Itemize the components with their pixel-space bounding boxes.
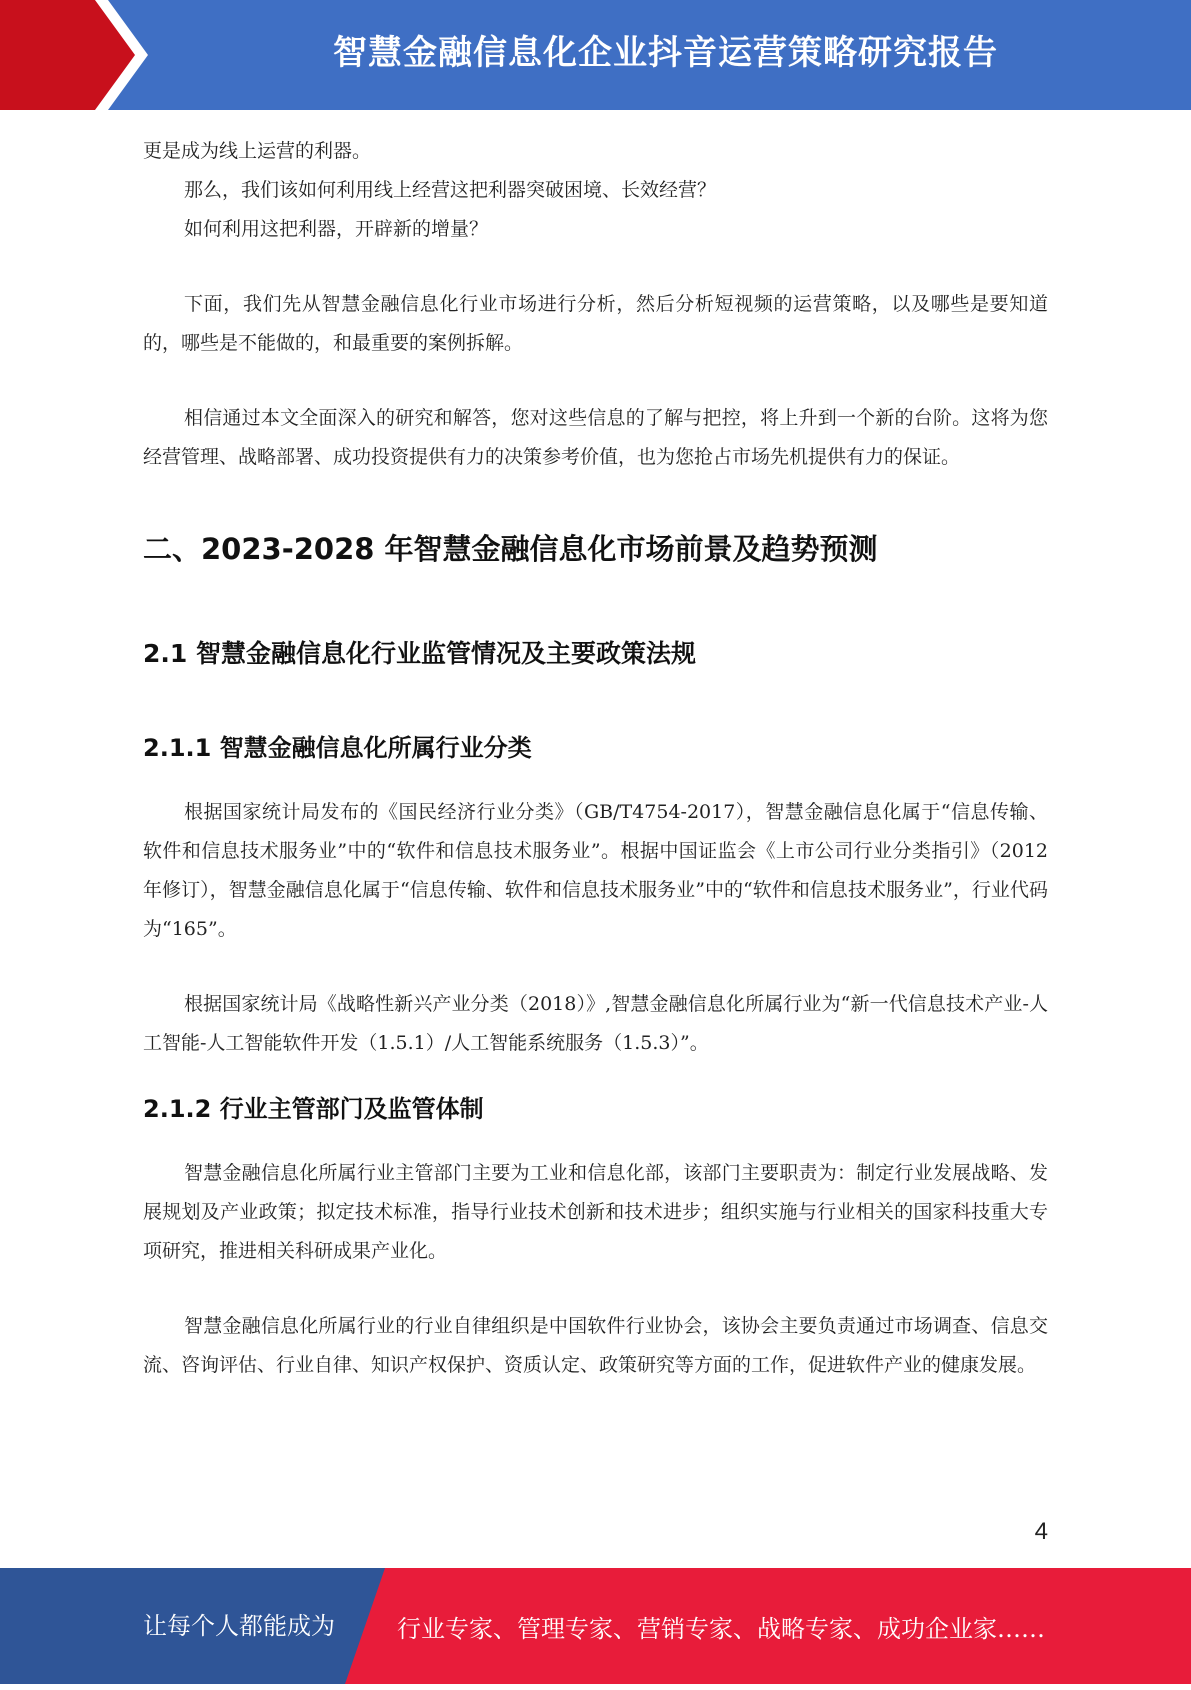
header-title: 智慧金融信息化企业抖音运营策略研究报告 — [333, 33, 998, 73]
page-header — [0, 0, 1191, 110]
footer-slogan-left: 让每个人都能成为 — [143, 1612, 335, 1640]
paragraph: 相信通过本文全面深入的研究和解答，您对这些信息的了解与把控，将上升到一个新的台阶。这将为您经营管理、战略部署、成功投资提供有力的决策参考价值，也为您抢占市场先机提供有力的保证。 — [143, 407, 1048, 468]
paragraph: 如何利用这把利器，开辟新的增量？ — [184, 218, 489, 240]
paragraph: 下面，我们先从智慧金融信息化行业市场进行分析，然后分析短视频的运营策略，以及哪些是要知道的，哪些是不能做的，和最重要的案例拆解。 — [143, 293, 1048, 354]
section-heading: 二、2023-2028 年智慧金融信息化市场前景及趋势预测 — [143, 532, 878, 566]
page-footer — [0, 1568, 1191, 1684]
subsubsection-heading: 2.1.1 智慧金融信息化所属行业分类 — [143, 734, 532, 762]
subsubsection-heading: 2.1.2 行业主管部门及监管体制 — [143, 1095, 484, 1123]
paragraph: 根据国家统计局发布的《国民经济行业分类》（GB/T4754-2017），智慧金融信息化属于“信息传输、软件和信息技术服务业”中的“软件和信息技术服务业”。根据中国证监会《上市公司行业分类指引》（2012 年修订），智慧金融信息化属于“信息传输、软件和信息技术服务业”中的“软件和信息技术服务业”，行业代码为“165”。 — [143, 801, 1048, 940]
subsection-heading: 2.1 智慧金融信息化行业监管情况及主要政策法规 — [143, 639, 696, 668]
page-number: 4 — [1034, 1518, 1048, 1545]
paragraph: 那么，我们该如何利用线上经营这把利器突破困境、长效经营？ — [184, 179, 717, 201]
footer-slogan-right: 行业专家、管理专家、营销专家、战略专家、成功企业家…… — [397, 1615, 1045, 1643]
document-body — [143, 132, 1048, 1385]
paragraph: 根据国家统计局《战略性新兴产业分类（2018）》,智慧金融信息化所属行业为“新一代信息技术产业-人工智能-人工智能软件开发（1.5.1）/人工智能系统服务（1.5.3）”。 — [143, 993, 1048, 1054]
paragraph: 智慧金融信息化所属行业的行业自律组织是中国软件行业协会，该协会主要负责通过市场调查、信息交流、咨询评估、行业自律、知识产权保护、资质认定、政策研究等方面的工作，促进软件产业的健康发展。 — [143, 1315, 1048, 1376]
paragraph: 更是成为线上运营的利器。 — [143, 140, 372, 162]
paragraph: 智慧金融信息化所属行业主管部门主要为工业和信息化部，该部门主要职责为：制定行业发展战略、发展规划及产业政策；拟定技术标准，指导行业技术创新和技术进步；组织实施与行业相关的国家科技重大专项研究，推进相关科研成果产业化。 — [143, 1162, 1048, 1262]
